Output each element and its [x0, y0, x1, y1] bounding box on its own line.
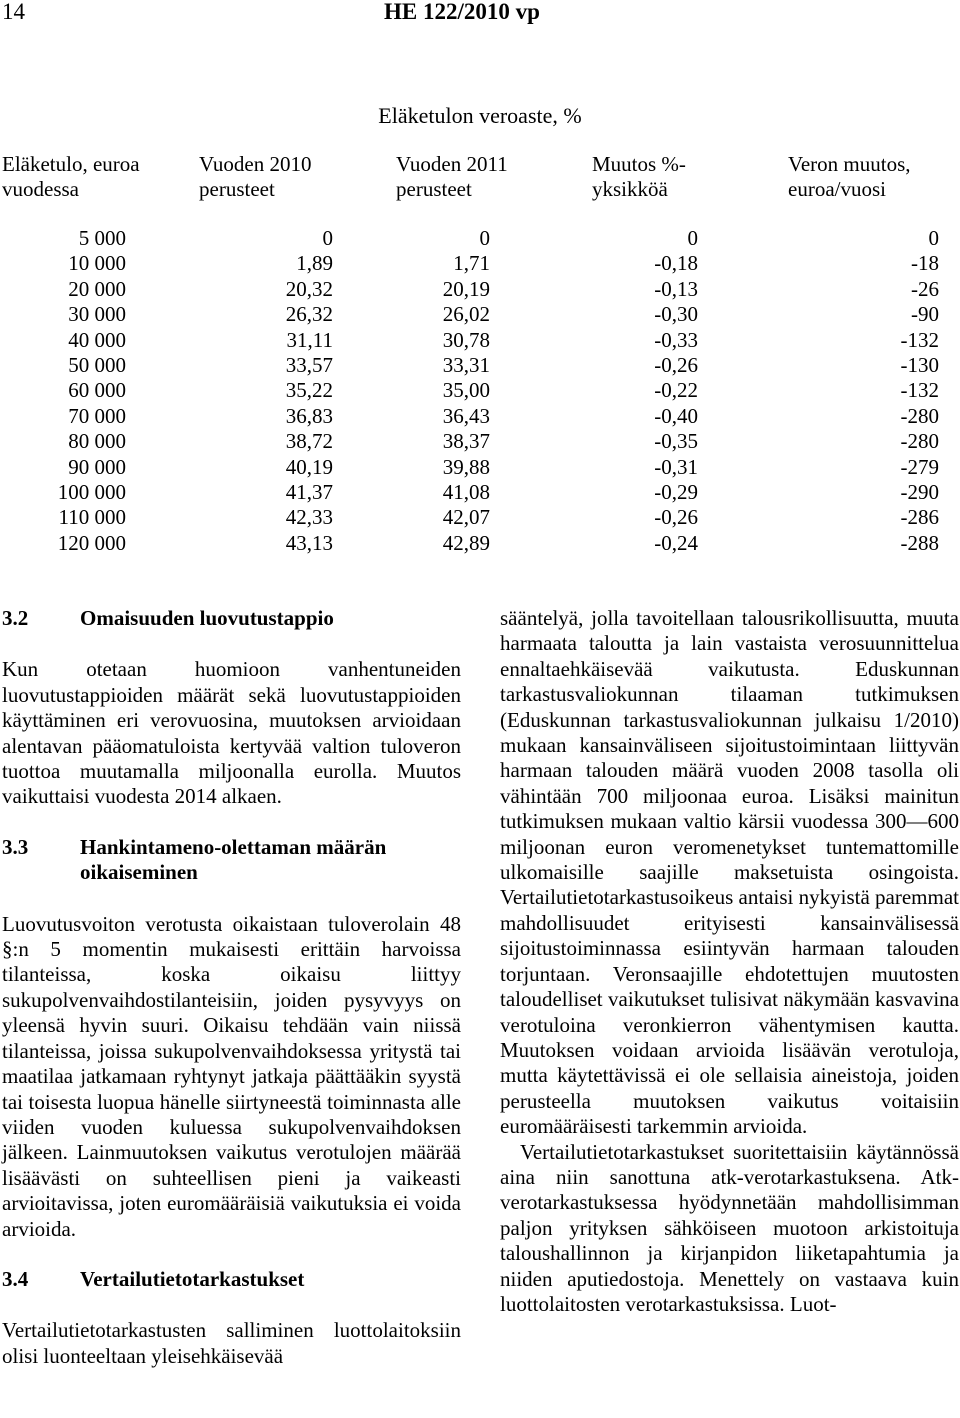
table-row: [0, 251, 960, 276]
table-cell: 35,22: [285, 378, 333, 403]
table-cell: -0,22: [654, 378, 698, 403]
column-header-change-points: Muutos %- yksikköä: [592, 152, 686, 201]
section-heading-3-3: [2, 835, 461, 886]
table-cell: 0: [928, 226, 939, 250]
column-header-pension-income: Eläketulo, euroa vuodessa: [2, 152, 140, 201]
table-cell: 20,32: [285, 276, 333, 301]
table-cell: -26: [911, 276, 939, 301]
table-cell: -0,26: [654, 352, 698, 377]
table-cell: -0,40: [654, 403, 698, 428]
section-heading-3-2: [2, 606, 461, 631]
section-number: 3.4: [2, 1266, 29, 1291]
table-cell: -290: [900, 479, 939, 504]
table-row: [0, 353, 960, 378]
table-cell: 50 000: [68, 352, 126, 377]
table-cell: -0,33: [654, 327, 698, 352]
table-row: [0, 378, 960, 403]
table-cell: -0,31: [654, 454, 698, 479]
table-cell: 0: [687, 226, 698, 250]
table-row: [0, 531, 960, 556]
table-cell: 110 000: [58, 505, 126, 530]
table-cell: 0: [479, 226, 490, 250]
column-header-2011-basis: Vuoden 2011 perusteet: [396, 152, 508, 201]
table-cell: 0: [322, 226, 333, 250]
table-cell: -0,24: [654, 530, 698, 555]
table-cell: 26,32: [285, 302, 333, 327]
table-cell: 30,78: [442, 327, 490, 352]
table-row: [0, 429, 960, 454]
table-cell: -286: [900, 505, 939, 530]
table-cell: 39,88: [442, 454, 490, 479]
table-cell: -288: [900, 530, 939, 555]
table-cell: 33,31: [442, 352, 490, 377]
table-cell: 120 000: [57, 530, 126, 555]
table-cell: 100 000: [57, 479, 126, 504]
paragraph: Kun otetaan huomioon vanhentuneiden luovutustappioiden määrät sekä luovutustappioiden käyttäminen eri verovuosina, muutoksen arvioidaan alentavan pääomatuloista kertyvää valtion tuloveron tuottoa muutamalla miljoonalla eurolla. Muutos vaikuttaisi vuodesta 2014 alkaen.: [2, 657, 461, 809]
table-row: [0, 302, 960, 327]
table-cell: -0,13: [654, 276, 698, 301]
left-text-column: [2, 606, 461, 1369]
table-cell: 70 000: [68, 403, 126, 428]
table-cell: 36,83: [285, 403, 333, 428]
paragraph: Vertailutietotarkastusten salliminen luottolaitoksiin olisi luonteeltaan yleisehkäisevää: [2, 1318, 461, 1368]
paragraph: sääntelyä, jolla tavoitellaan talousrikollisuutta, muuta harmaata taloutta ja lain vastaista verosuunnittelua ennaltaehkäisevää vaikutusta. Eduskunnan tarkastusvaliokunnan tilaaman tutkimuksen (Eduskunnan tarkastusvaliokunnan julkaisu 1/2010) mukaan kansainväliseen sijoitustoimintaan liittyvän harmaan talouden määrä vuoden 2008 tasolla oli vähintään 700 miljoonaa euroa. Lisäksi mainitun tutkimuksen mukaan valtio kärsii vuodessa 300—600 miljoonan euron veromenetykset tuntemattomille ulkomaisille saajille maksetuista osingoista. Vertailutietotarkastusoikeus antaisi nykyistä paremmat mahdollisuudet erityisesti kansainvälisessä sijoitustoiminnassa esiintyvän harmaan talouden torjuntaan. Veronsaajille ehdotettujen muutosten taloudelliset vaikutukset tulisivat näkymään kasvavina verotuloina veronkierron vähentymisen kautta. Muutoksen voidaan arvioida lisäävän verotuloja, mutta käytettävissä ei ole sellaisia aineistoja, joiden perusteella muutoksen vaikutus voitaisiin euromääräisesti tarkemmin arvioida.: [500, 606, 959, 1139]
table-cell: 1,89: [296, 251, 333, 276]
page-header: [0, 0, 960, 28]
table-cell: -90: [911, 302, 939, 327]
table-cell: -280: [900, 403, 939, 428]
table-caption: Eläketulon veroaste, %: [378, 103, 582, 128]
column-header-2010-basis: Vuoden 2010 perusteet: [199, 152, 312, 201]
table-row: [0, 226, 960, 251]
table-cell: -132: [900, 378, 939, 403]
section-title: Hankintameno-olettaman määrän oikaiseminen: [80, 834, 387, 885]
table-cell: 42,33: [285, 505, 333, 530]
table-cell: -0,30: [654, 302, 698, 327]
table-cell: 35,00: [442, 378, 490, 403]
table-cell: 20,19: [442, 276, 490, 301]
table-cell: 38,37: [442, 429, 490, 454]
table-cell: 20 000: [68, 276, 126, 301]
table-cell: 60 000: [68, 378, 126, 403]
paragraph: Luovutusvoiton verotusta oikaistaan tuloverolain 48 §:n 5 momentin mukaisesti erittäin harvoissa tilanteissa, koska oikaisu liittyy sukupolvenvaihdostilanteisiin, joiden pysyvyys on yleensä hyvin suuri. Oikaisu tehdään vain niissä tilanteissa, joissa sukupolvenvaihdoksessa yritystä tai maatilaa jatkamaan ryhtynyt jatkaja päättääkin syystä tai toisesta luopua hänelle siirtyneestä toiminnasta alle viiden vuoden kuluessa sukupolvenvaihdoksen jälkeen. Lainmuutoksen vaikutus verotulojen määrää lisäävästi on suhteellisen pieni ja vaikeasti arvioitavissa, joten euromääräisiä vaikutuksia ei voida arvioida.: [2, 911, 461, 1241]
table-row: [0, 404, 960, 429]
table-cell: -280: [900, 429, 939, 454]
table-cell: -279: [900, 454, 939, 479]
table-cell: 5 000: [78, 226, 126, 250]
table-cell: -18: [911, 251, 939, 276]
table-row: [0, 328, 960, 353]
section-title: Omaisuuden luovutustappio: [80, 606, 334, 630]
right-text-column: [500, 606, 959, 1317]
section-number: 3.3: [2, 834, 29, 859]
page-number: 14: [2, 0, 25, 24]
section-heading-3-4: [2, 1267, 461, 1292]
table-cell: 30 000: [68, 302, 126, 327]
table-cell: 31,11: [286, 327, 333, 352]
table-row: [0, 455, 960, 480]
table-row: [0, 505, 960, 530]
table-cell: -130: [900, 352, 939, 377]
table-cell: 43,13: [285, 530, 333, 555]
table-cell: 38,72: [285, 429, 333, 454]
table-cell: 42,07: [442, 505, 490, 530]
table-row: [0, 277, 960, 302]
table-cell: 80 000: [68, 429, 126, 454]
table-cell: 40,19: [285, 454, 333, 479]
table-cell: 10 000: [68, 251, 126, 276]
table-cell: 33,57: [285, 352, 333, 377]
table-cell: 41,37: [285, 479, 333, 504]
document-id: HE 122/2010 vp: [384, 0, 540, 24]
table-cell: -132: [900, 327, 939, 352]
table-cell: -0,35: [654, 429, 698, 454]
table-cell: 1,71: [453, 251, 490, 276]
table-cell: 40 000: [68, 327, 126, 352]
table-cell: 36,43: [442, 403, 490, 428]
section-title: Vertailutietotarkastukset: [80, 1266, 305, 1291]
table-cell: -0,29: [654, 479, 698, 504]
tax-rate-table: [0, 226, 960, 556]
table-cell: 26,02: [442, 302, 490, 327]
section-number: 3.2: [2, 606, 29, 630]
column-header-tax-change: Veron muutos, euroa/vuosi: [788, 152, 911, 201]
paragraph: Vertailutietotarkastukset suoritettaisiin käytännössä aina niin sanottuna atk-verotarkastuksena. Atk-verotarkastuksessa hyödynnetään mahdollisimman paljon yrityksen sähköiseen muotoon arkistoituja taloushallinnon ja kirjanpidon liiketapahtumia ja niiden aputiedostoja. Menettely on vastaava kuin luottolaitosten verotarkastuksissa. Luot-: [500, 1139, 959, 1316]
table-cell: 41,08: [442, 479, 490, 504]
table-cell: -0,18: [654, 251, 698, 276]
table-cell: 90 000: [68, 454, 126, 479]
table-cell: 42,89: [442, 530, 490, 555]
table-row: [0, 480, 960, 505]
table-cell: -0,26: [654, 505, 698, 530]
